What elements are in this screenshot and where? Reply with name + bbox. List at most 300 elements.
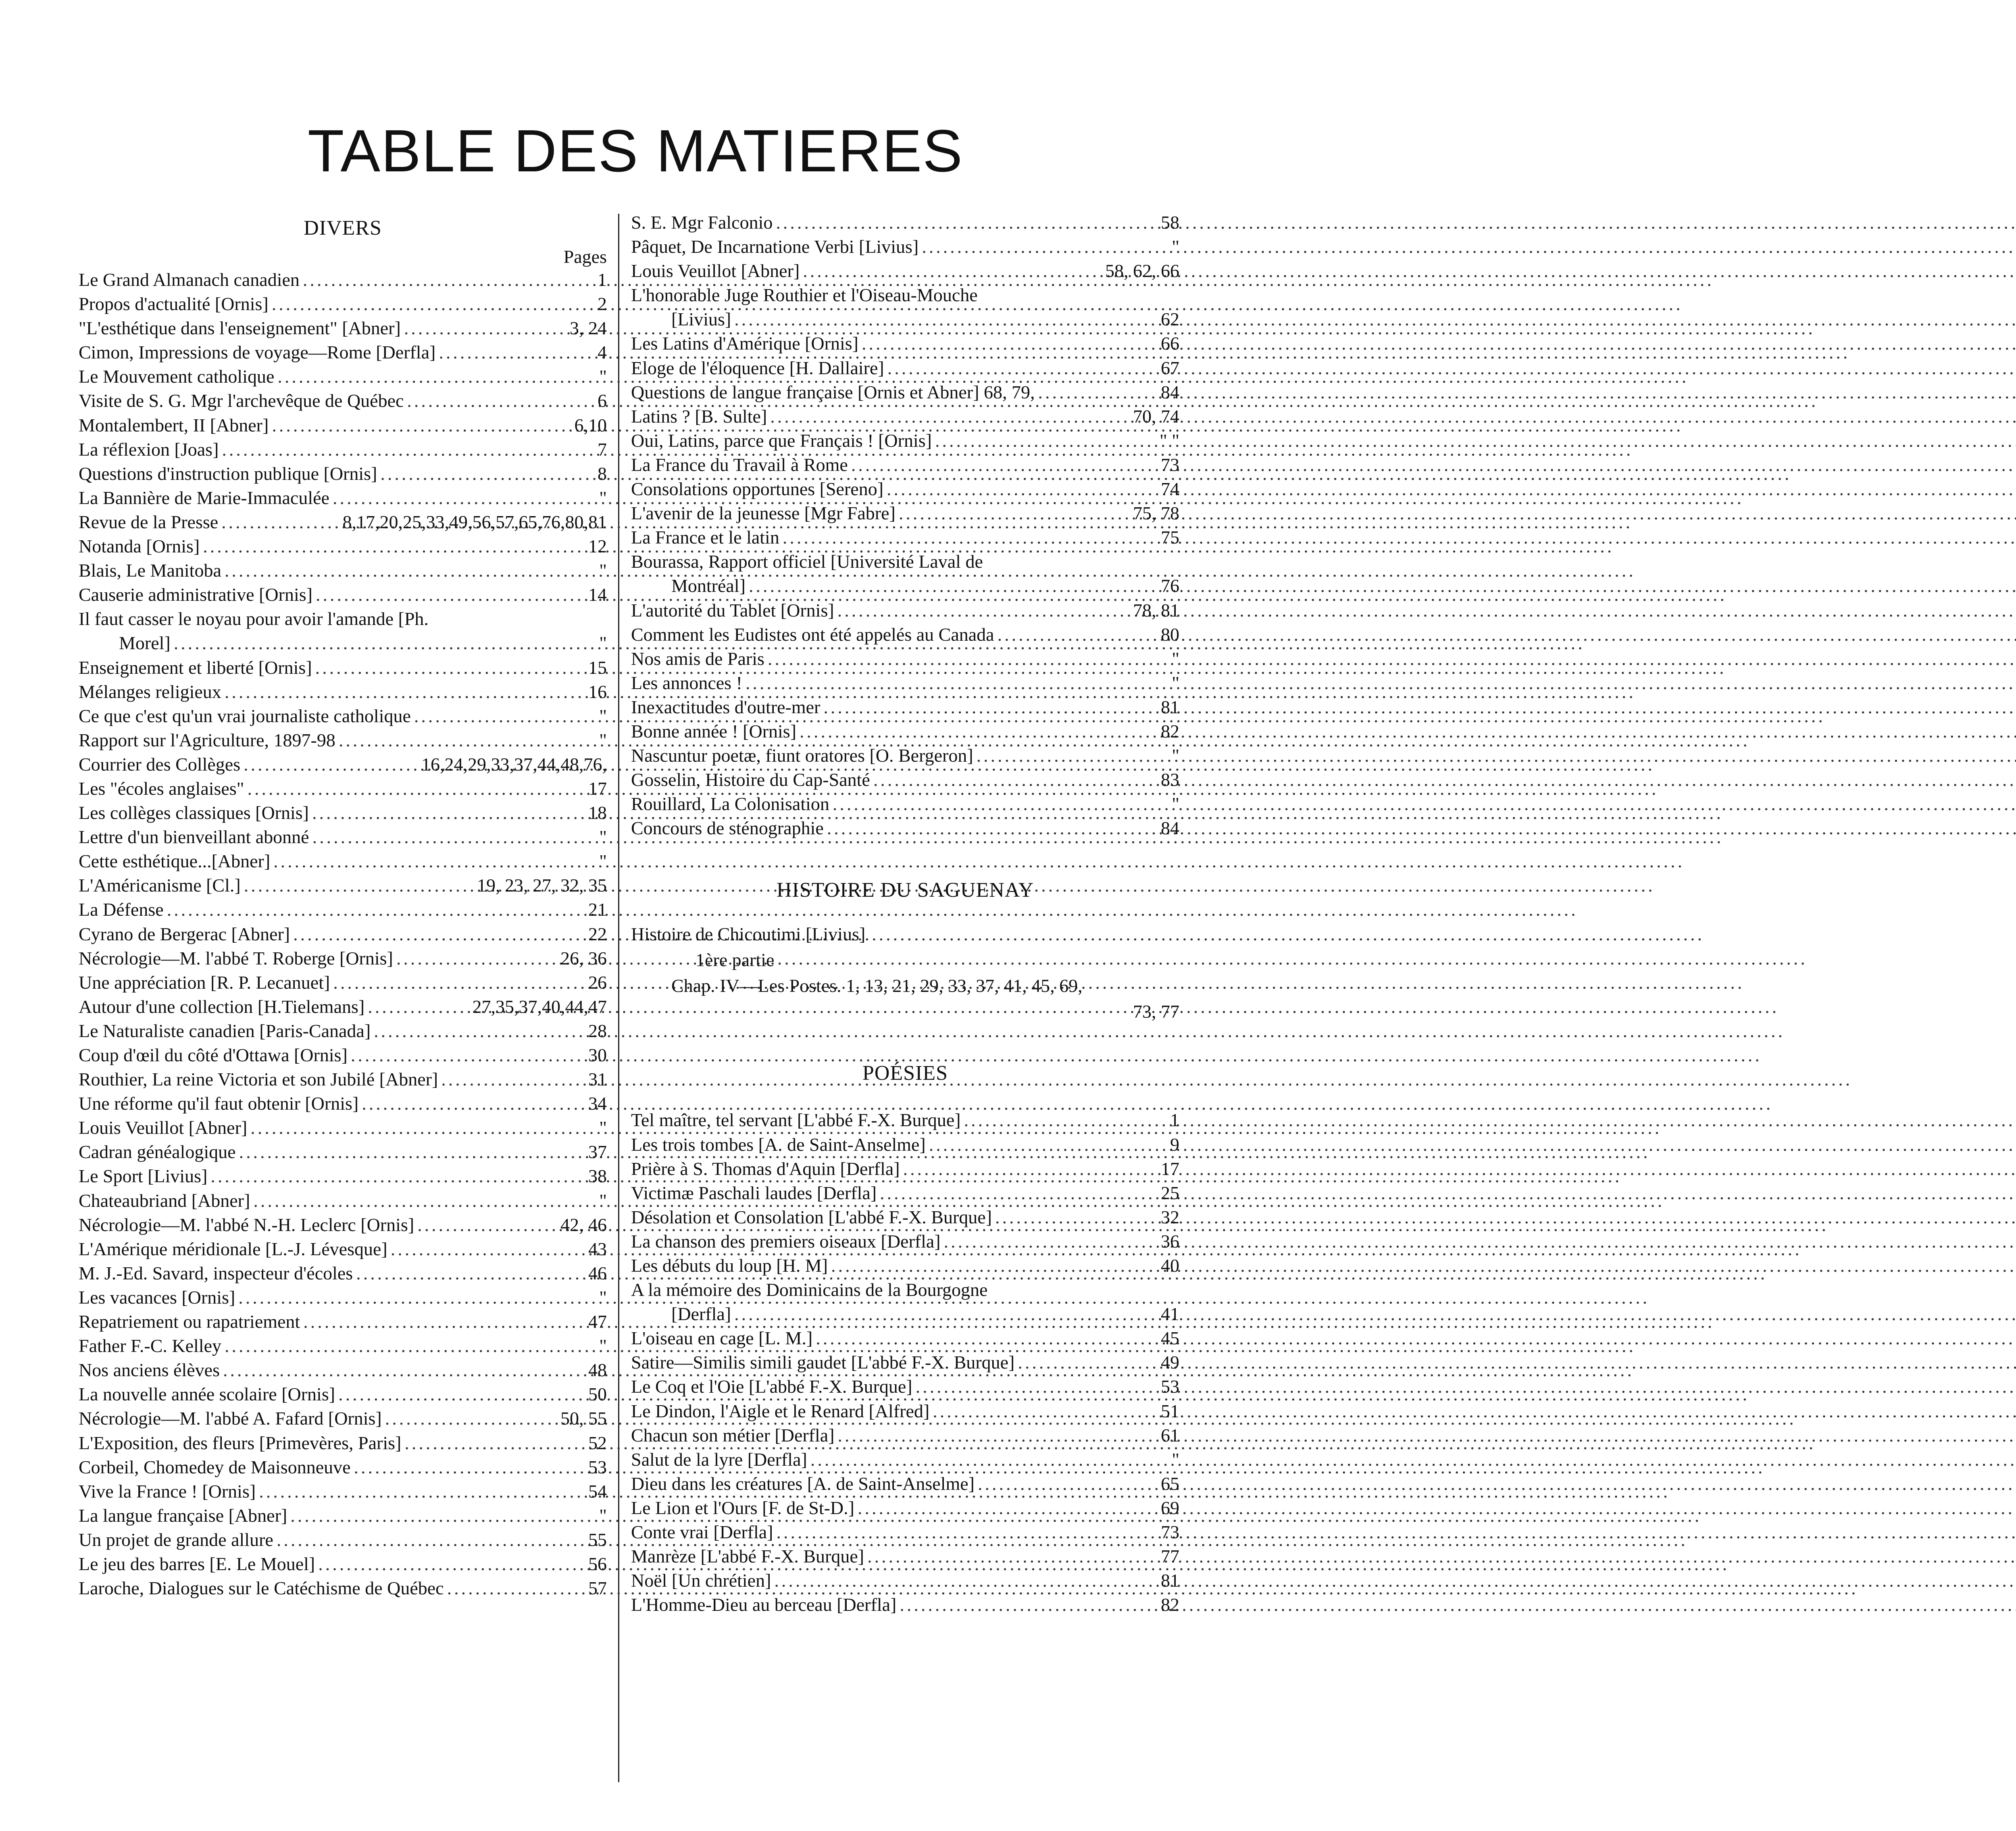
toc-entry-pages: " <box>599 1287 607 1308</box>
leader-dots <box>447 1578 585 1598</box>
toc-entry-pages: 36 <box>1161 1231 1179 1252</box>
leader-dots <box>277 1530 585 1550</box>
toc-entry-title: Une réforme qu'il faut obtenir [Ornis] <box>79 1093 359 1114</box>
toc-entry-title: Lettre d'un bienveillant abonné <box>79 827 309 848</box>
toc-entry-title: Coup d'œil du côté d'Ottawa [Ornis] <box>79 1045 348 1065</box>
leader-dots <box>221 512 339 532</box>
toc-entry-title: Bourassa, Rapport officiel [Université Laval de <box>631 551 983 572</box>
toc-entry <box>631 1206 1179 1231</box>
leader-dots <box>391 1239 585 1259</box>
leader-dots <box>315 658 585 678</box>
toc-entry <box>79 1432 607 1456</box>
toc-entry-pages: 6,10 <box>574 415 607 435</box>
toc-entry <box>631 793 1179 817</box>
toc-entry-pages: 49 <box>1161 1352 1179 1373</box>
leader-dots <box>995 1207 1158 1227</box>
toc-entry-title: Comment les Eudistes ont été appelés au Canada <box>631 624 994 645</box>
leader-dots <box>238 1287 596 1308</box>
toc-entry-pages: 58 <box>1161 212 1179 233</box>
toc-entry <box>631 284 1179 333</box>
toc-entry-pages: 84 <box>1161 381 1179 402</box>
toc-entry-pages: " <box>1172 672 1179 693</box>
toc-entry-title: Tel maître, tel servant [L'abbé F.-X. Burque] <box>631 1110 961 1131</box>
toc-entry-title: L'Amérique méridionale [L.-J. Lévesque] <box>79 1238 387 1259</box>
leader-dots <box>303 270 594 290</box>
toc-entry-title: Questions de langue française [Ornis et Abner] 68, 79, <box>631 381 1035 402</box>
toc-entry-pages: 76 <box>1161 575 1179 596</box>
toc-entry-title: Eloge de l'éloquence [H. Dallaire] <box>631 357 884 378</box>
leader-dots <box>903 1159 1158 1179</box>
toc-entry-pages: 50, 55 <box>560 1408 607 1429</box>
toc-entry <box>79 681 607 705</box>
leader-dots <box>833 794 1168 814</box>
leader-dots <box>816 1328 1158 1348</box>
toc-entry <box>79 1408 607 1432</box>
toc-entry-pages: 38 <box>588 1166 607 1187</box>
leader-dots <box>810 1450 1168 1470</box>
right-column <box>631 212 1179 1618</box>
leader-dots <box>734 309 1158 329</box>
toc-entry-pages: " <box>1172 648 1179 669</box>
toc-entry-title: Nécrologie—M. l'abbé N.-H. Leclerc [Ornis] <box>79 1214 414 1235</box>
leader-dots <box>248 779 585 799</box>
toc-entry <box>79 366 607 390</box>
toc-entry <box>79 729 607 754</box>
toc-entry <box>79 293 607 317</box>
toc-entry-pages: 30 <box>588 1045 607 1065</box>
toc-entry-pages: 37 <box>588 1142 607 1162</box>
toc-entry-title: La France du Travail à Rome <box>631 454 848 475</box>
toc-entry-pages: 41 <box>1161 1304 1179 1325</box>
leader-dots <box>1018 1352 1158 1373</box>
toc-entry-pages: 75 <box>1161 527 1179 548</box>
leader-dots <box>899 503 1130 523</box>
toc-entry-title: La Bannière de Marie-Immaculée <box>79 487 329 508</box>
toc-entry-pages: 62 <box>1161 309 1179 330</box>
toc-entry-title: Chacun son métier [Derfla] <box>631 1425 835 1446</box>
toc-entry <box>631 672 1179 696</box>
toc-entry-pages: 47 <box>588 1311 607 1332</box>
leader-dots <box>293 924 585 944</box>
toc-entry-title: Manrèze [L'abbé F.-X. Burque] <box>631 1546 864 1567</box>
toc-entry-title: Le Naturaliste canadien [Paris-Canada] <box>79 1020 371 1041</box>
toc-entry-title: Chateaubriand [Abner] <box>79 1190 250 1211</box>
toc-entry-pages: " <box>599 366 607 387</box>
toc-entry-title: Un projet de grande allure <box>79 1529 273 1550</box>
toc-entry-title: Le Coq et l'Oie [L'abbé F.-X. Burque] <box>631 1376 912 1397</box>
toc-entry <box>79 1311 607 1335</box>
toc-entry-title: A la mémoire des Dominicains de la Bourgogne <box>631 1279 988 1300</box>
toc-entry-pages: 48 <box>588 1360 607 1381</box>
toc-entry-title: Louis Veuillot [Abner] <box>631 260 800 281</box>
toc-entry-title: Dieu dans les créatures [A. de Saint-Anselme] <box>631 1473 975 1494</box>
toc-entry-pages: 74 <box>1161 479 1179 500</box>
toc-entry-title-continued: [Livius] <box>671 309 731 330</box>
leader-dots <box>362 1094 585 1114</box>
toc-entry <box>631 1425 1179 1449</box>
toc-entry <box>631 430 1179 454</box>
toc-entry-pages: " <box>599 487 607 508</box>
toc-entry <box>631 769 1179 793</box>
toc-entry-pages: " <box>599 1190 607 1211</box>
toc-entry <box>631 696 1179 721</box>
toc-entry-pages: 28 <box>588 1020 607 1041</box>
toc-entry-title: Consolations opportunes [Sereno] <box>631 479 884 500</box>
leader-dots <box>873 770 1158 790</box>
toc-entry-pages: 45 <box>1161 1328 1179 1349</box>
toc-entry <box>79 317 607 342</box>
toc-entry-title: Le Mouvement catholique <box>79 366 275 387</box>
saguenay-line: Chap. IV—Les Postes. 1, 13, 21, 29, 33, 37, 41, 45, 69, <box>671 975 1083 996</box>
toc-entry-title: L'oiseau en cage [L. M.] <box>631 1328 813 1349</box>
toc-entry-pages: 9 <box>1170 1134 1179 1155</box>
toc-entry-title: Cadran généalogique <box>79 1142 236 1162</box>
toc-entry-pages: 40 <box>1161 1255 1179 1276</box>
toc-entry-pages: 18 <box>588 802 607 823</box>
toc-entry-title: Causerie administrative [Ornis] <box>79 584 312 605</box>
toc-entry-title: Conte vrai [Derfla] <box>631 1522 773 1543</box>
toc-entry-pages: 77 <box>1161 1546 1179 1567</box>
toc-entry-title: Gosselin, Histoire du Cap-Santé <box>631 769 870 790</box>
toc-entry <box>79 1141 607 1165</box>
leader-dots <box>827 818 1158 838</box>
toc-entry <box>79 705 607 729</box>
toc-entry <box>79 826 607 850</box>
toc-entry <box>631 1546 1179 1570</box>
toc-entry-pages: 8 <box>598 463 607 484</box>
leader-dots <box>167 900 585 920</box>
toc-entry <box>79 415 607 439</box>
leader-dots <box>768 649 1168 669</box>
toc-entry-title: Inexactitudes d'outre-mer <box>631 696 821 717</box>
leader-dots <box>333 973 585 993</box>
leader-dots <box>964 1110 1167 1130</box>
page-title: TABLE DES MATIERES <box>308 118 963 184</box>
toc-entry-title: Cimon, Impressions de voyage—Rome [Derfla] <box>79 342 436 363</box>
toc-entry <box>79 1069 607 1093</box>
section-heading-divers: DIVERS <box>304 217 382 240</box>
leader-dots <box>368 997 469 1017</box>
divers-continued-list <box>631 212 1179 842</box>
toc-entry <box>631 381 1179 406</box>
toc-entry <box>631 236 1179 260</box>
toc-entry-title: Nécrologie—M. l'abbé A. Fafard [Ornis] <box>79 1408 382 1429</box>
toc-entry-title: L'Exposition, des fleurs [Primevères, Paris] <box>79 1432 402 1453</box>
toc-entry-pages: " <box>599 729 607 750</box>
toc-entry-title: L'honorable Juge Routhier et l'Oiseau-Mouche <box>631 285 978 306</box>
pages-label: Pages <box>563 246 607 267</box>
toc-entry-title: La France et le latin <box>631 527 779 548</box>
toc-entry-title: Louis Veuillot [Abner] <box>79 1117 248 1138</box>
leader-dots <box>823 697 1158 717</box>
leader-dots <box>404 318 566 338</box>
toc-entry-title: Les trois tombes [A. de Saint-Anselme] <box>631 1134 926 1155</box>
toc-entry-pages: 1 <box>598 269 607 290</box>
toc-entry-pages: 19, 23, 27, 32, 35 <box>477 875 607 896</box>
toc-entry-pages: 53 <box>588 1456 607 1477</box>
leader-dots <box>272 294 594 314</box>
toc-entry-pages: " <box>599 560 607 581</box>
toc-entry-title-continued: Morel] <box>119 633 171 654</box>
toc-entry-title: Pâquet, De Incarnatione Verbi [Livius] <box>631 236 919 257</box>
leader-dots <box>439 342 594 362</box>
toc-entry <box>79 1093 607 1117</box>
toc-entry <box>79 1383 607 1408</box>
leader-dots <box>1038 382 1158 402</box>
toc-entry-title: Notanda [Ornis] <box>79 536 200 557</box>
toc-entry <box>79 948 607 972</box>
toc-entry-pages: 82 <box>1161 721 1179 742</box>
toc-entry-pages: 83 <box>1161 769 1179 790</box>
toc-entry <box>631 502 1179 527</box>
leader-dots <box>203 536 585 556</box>
toc-entry <box>631 333 1179 357</box>
toc-entry-title: Les "écoles anglaises" <box>79 778 244 799</box>
toc-entry-title: Blais, Le Manitoba <box>79 560 221 581</box>
toc-entry-title: Cyrano de Bergerac [Abner] <box>79 923 290 944</box>
toc-entry-pages: 50 <box>588 1384 607 1405</box>
toc-entry <box>79 1287 607 1311</box>
toc-entry-title: Le Grand Almanach canadien <box>79 269 300 290</box>
toc-entry <box>631 1327 1179 1352</box>
toc-entry-pages: 14 <box>588 584 607 605</box>
toc-entry <box>79 1214 607 1238</box>
toc-entry <box>631 406 1179 430</box>
toc-entry-title: S. E. Mgr Falconio <box>631 212 773 233</box>
toc-entry-pages: 1 <box>1170 1110 1179 1131</box>
toc-entry-title: Salut de la lyre [Derfla] <box>631 1449 807 1470</box>
toc-entry-pages: " " <box>1159 430 1179 451</box>
leader-dots <box>838 1425 1158 1446</box>
toc-entry-pages: 67 <box>1161 357 1179 378</box>
toc-entry-title: Mélanges religieux <box>79 681 221 702</box>
leader-dots <box>837 600 1130 621</box>
leader-dots <box>746 673 1168 693</box>
leader-dots <box>933 1401 1158 1421</box>
leader-dots <box>374 1021 585 1041</box>
toc-entry <box>79 1553 607 1577</box>
toc-entry-title: Enseignement et liberté [Ornis] <box>79 657 312 678</box>
leader-dots <box>935 431 1156 451</box>
toc-entry-title: Une appréciation [R. P. Lecanuet] <box>79 972 330 993</box>
toc-entry <box>79 269 607 293</box>
leader-dots <box>223 1360 585 1380</box>
toc-entry <box>79 463 607 487</box>
toc-entry-title: La langue française [Abner] <box>79 1505 287 1526</box>
toc-entry <box>79 754 607 778</box>
toc-entry-title: Rouillard, La Colonisation <box>631 794 829 814</box>
toc-entry-pages: " <box>599 827 607 848</box>
toc-entry <box>79 511 607 535</box>
toc-entry-pages: 22 <box>588 923 607 944</box>
toc-entry-pages: " <box>1172 1449 1179 1470</box>
toc-entry-title: Le jeu des barres [E. Le Mouel] <box>79 1553 315 1574</box>
toc-entry-pages: 31 <box>588 1069 607 1090</box>
toc-entry-title: Routhier, La reine Victoria et son Jubilé [Abner] <box>79 1069 438 1090</box>
leader-dots <box>880 1183 1158 1203</box>
toc-entry-pages: 21 <box>588 899 607 920</box>
leader-dots <box>851 455 1158 475</box>
toc-entry <box>631 1570 1179 1594</box>
toc-entry <box>79 1335 607 1359</box>
leader-dots <box>800 721 1158 742</box>
toc-entry-pages: 15 <box>588 657 607 678</box>
leader-dots <box>174 633 596 653</box>
toc-entry-pages: " <box>599 1117 607 1138</box>
toc-entry-pages: " <box>1172 236 1179 257</box>
toc-entry-pages: 81 <box>1161 696 1179 717</box>
leader-dots <box>277 367 596 387</box>
toc-entry-pages: 4 <box>598 342 607 363</box>
toc-entry-pages: 84 <box>1161 818 1179 839</box>
toc-entry-title: L'avenir de la jeunesse [Mgr Fabre] <box>631 503 896 524</box>
toc-entry-title: Les débuts du loup [H. M] <box>631 1255 828 1276</box>
toc-entry-title: Montalembert, II [Abner] <box>79 415 269 435</box>
leader-dots <box>312 803 585 823</box>
toc-entry <box>79 1238 607 1262</box>
toc-entry-title: Les annonces ! <box>631 672 742 693</box>
leader-dots <box>929 1135 1167 1155</box>
toc-entry <box>631 1158 1179 1182</box>
toc-entry <box>79 850 607 875</box>
toc-entry-title: Repatriement ou rapatriement <box>79 1311 300 1332</box>
leader-dots <box>803 261 1102 281</box>
toc-entry-pages: 52 <box>588 1432 607 1453</box>
toc-entry <box>79 390 607 414</box>
leader-dots <box>887 479 1158 499</box>
leader-dots <box>225 560 596 581</box>
toc-entry <box>631 1134 1179 1158</box>
toc-entry-pages: 73 <box>1161 1522 1179 1543</box>
leader-dots <box>900 1595 1158 1615</box>
leader-dots <box>272 415 571 435</box>
toc-entry <box>79 657 607 681</box>
toc-entry-title: Bonne année ! [Ornis] <box>631 721 797 742</box>
toc-entry <box>631 1449 1179 1473</box>
toc-entry-pages: 6 <box>598 390 607 411</box>
toc-entry-title: Cette esthétique...[Abner] <box>79 851 271 872</box>
toc-entry <box>79 584 607 608</box>
toc-entry <box>631 600 1179 624</box>
toc-entry <box>79 535 607 560</box>
toc-entry-title: Les vacances [Ornis] <box>79 1287 235 1308</box>
leader-dots <box>978 1474 1158 1494</box>
toc-entry <box>631 1376 1179 1400</box>
leader-dots <box>977 746 1169 766</box>
leader-dots <box>396 948 557 969</box>
toc-entry-title: L'Homme-Dieu au berceau [Derfla] <box>631 1594 897 1615</box>
leader-dots <box>259 1481 585 1502</box>
toc-entry <box>631 817 1179 842</box>
toc-entry <box>631 1473 1179 1497</box>
toc-entry-title: Revue de la Presse <box>79 511 219 532</box>
toc-entry <box>79 996 607 1020</box>
toc-entry-pages: 54 <box>588 1481 607 1502</box>
leader-dots <box>867 1546 1158 1566</box>
leader-dots <box>441 1069 585 1089</box>
toc-entry <box>631 454 1179 478</box>
leader-dots <box>312 827 596 847</box>
leader-dots <box>922 237 1168 257</box>
toc-entry-title: Visite de S. G. Mgr l'archevêque de Québec <box>79 390 404 411</box>
leader-dots <box>225 682 585 702</box>
toc-entry-pages: 56 <box>588 1553 607 1574</box>
leader-dots <box>316 585 585 605</box>
toc-entry-title: Autour d'une collection [H.Tielemans] <box>79 996 365 1017</box>
toc-entry-pages: 73 <box>1161 454 1179 475</box>
toc-entry-pages: 46 <box>588 1262 607 1283</box>
toc-entry-pages: 8,17,20,25,33,49,56,57,65,76,80,81 <box>342 511 607 532</box>
toc-entry <box>79 560 607 584</box>
toc-entry-title: Le Sport [Livius] <box>79 1166 208 1187</box>
toc-entry <box>79 1117 607 1141</box>
toc-entry-title: Victimæ Paschali laudes [Derfla] <box>631 1182 877 1203</box>
toc-entry-pages: 65 <box>1161 1473 1179 1494</box>
toc-entry-pages: " <box>599 1335 607 1356</box>
toc-entry-title: Prière à S. Thomas d'Aquin [Derfla] <box>631 1158 900 1179</box>
toc-entry-pages: 53 <box>1161 1376 1179 1397</box>
leader-dots <box>290 1506 596 1526</box>
toc-entry <box>79 487 607 511</box>
toc-entry-pages: 70, 74 <box>1133 406 1179 427</box>
toc-entry-title: Laroche, Dialogues sur le Catéchisme de Québec <box>79 1578 444 1599</box>
toc-entry <box>79 875 607 899</box>
leader-dots <box>770 406 1130 427</box>
leader-dots <box>777 1522 1158 1542</box>
toc-entry <box>631 478 1179 502</box>
toc-entry-title: Les Latins d'Amérique [Ornis] <box>631 333 858 354</box>
toc-entry-title: La réflexion [Joas] <box>79 439 219 460</box>
leader-dots <box>734 1304 1158 1324</box>
leader-dots <box>210 1166 585 1186</box>
leader-dots <box>944 1231 1158 1252</box>
leader-dots <box>783 527 1158 548</box>
toc-entry-pages: 16,24,29,33,37,44,48,76, <box>421 754 607 775</box>
toc-entry <box>631 648 1179 672</box>
leader-dots <box>318 1554 585 1574</box>
toc-entry <box>79 1505 607 1529</box>
toc-entry <box>79 1020 607 1044</box>
toc-entry <box>79 899 607 923</box>
section-heading-saguenay: HISTOIRE DU SAGUENAY <box>776 879 1034 902</box>
toc-entry <box>79 1190 607 1214</box>
toc-entry <box>631 1352 1179 1376</box>
toc-entry-pages: 12 <box>588 536 607 557</box>
saguenay-line: Histoire de Chicoutimi [Livius] <box>631 924 866 945</box>
toc-entry-pages: 66 <box>1161 333 1179 354</box>
toc-entry-title: M. J.-Ed. Savard, inspecteur d'écoles <box>79 1262 353 1283</box>
leader-dots <box>356 1263 585 1283</box>
toc-entry <box>631 1231 1179 1255</box>
toc-entry-title: Concours de sténographie <box>631 818 824 839</box>
toc-entry-title: Les collèges classiques [Ornis] <box>79 802 309 823</box>
toc-entry <box>79 1044 607 1069</box>
toc-entry-pages: 2 <box>598 294 607 315</box>
leader-dots <box>774 1571 1158 1591</box>
toc-entry-pages: " <box>1172 745 1179 766</box>
leader-dots <box>351 1045 585 1065</box>
toc-entry-title: Vive la France ! [Ornis] <box>79 1481 256 1502</box>
leader-dots <box>417 1215 557 1235</box>
leader-dots <box>253 1191 596 1211</box>
toc-entry-pages: 51 <box>1161 1400 1179 1421</box>
leader-dots <box>339 730 596 750</box>
toc-entry-title: La chanson des premiers oiseaux [Derfla] <box>631 1231 941 1252</box>
toc-entry-pages: 26 <box>588 972 607 993</box>
toc-entry <box>631 212 1179 236</box>
toc-entry-title: Questions d'instruction publique [Ornis] <box>79 463 377 484</box>
toc-entry <box>631 1255 1179 1279</box>
